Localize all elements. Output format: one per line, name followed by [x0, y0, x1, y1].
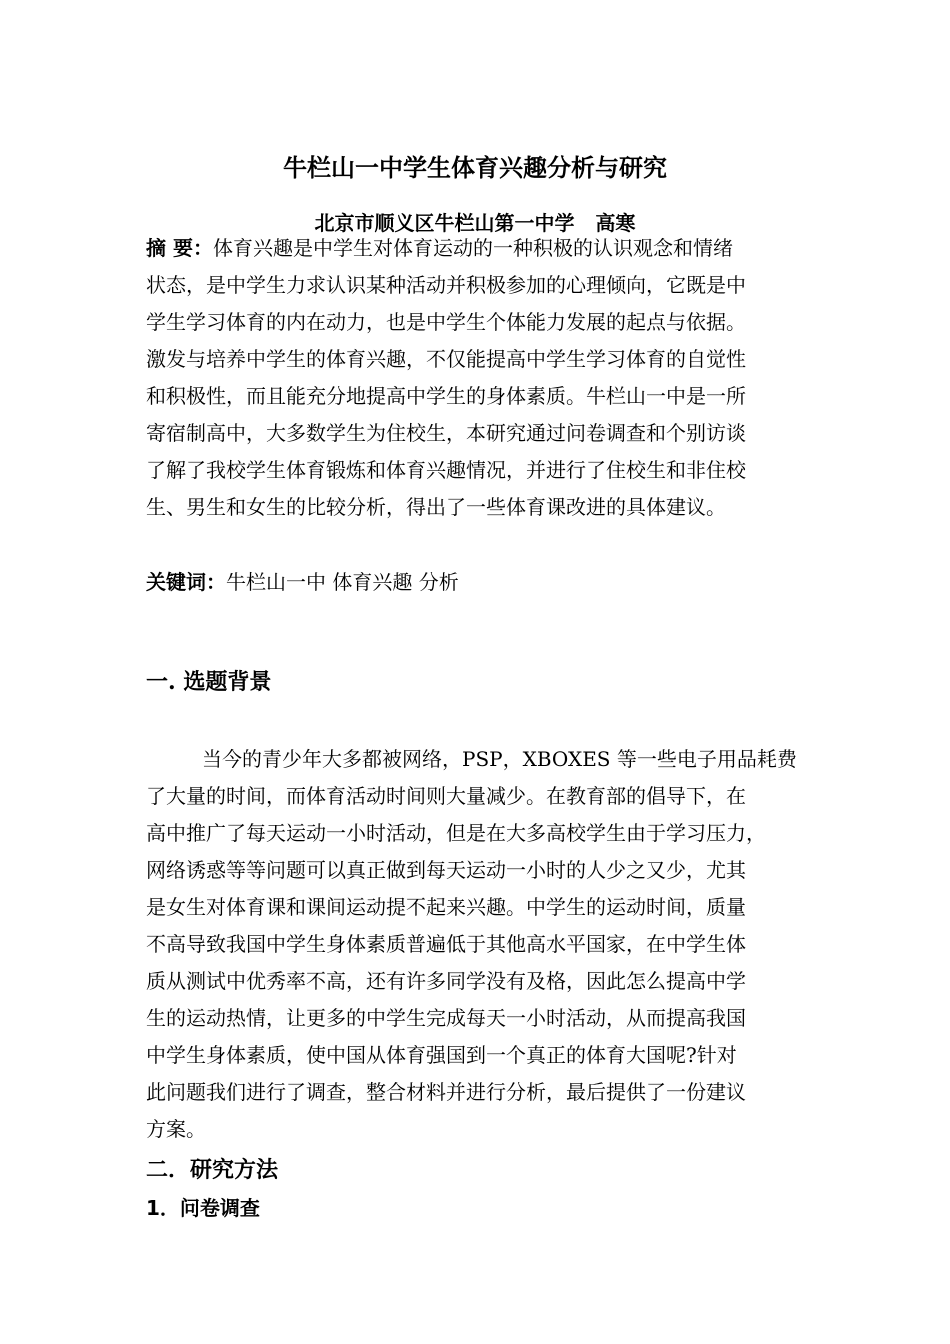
- abstract-label: 摘 要：: [146, 236, 213, 260]
- abstract-line: [146, 230, 818, 267]
- keywords-line: [146, 564, 818, 601]
- abstract-line: 激发与培养中学生的体育兴趣，不仅能提高中学生学习体育的自觉性: [146, 347, 746, 371]
- abstract-line: 学生学习体育的内在动力，也是中学生个体能力发展的起点与依据。: [146, 310, 746, 334]
- abstract-line: 生、男生和女生的比较分析，得出了一些体育课改进的具体建议。: [146, 495, 726, 519]
- section-heading-methods: 二．研究方法: [146, 1158, 279, 1183]
- abstract-line: 和积极性，而且能充分地提高中学生的身体素质。牛栏山一中是一所: [146, 384, 746, 408]
- background-line: 当今的青少年大多都被网络，PSP，XBOXES 等一些电子用品耗费: [202, 747, 797, 771]
- background-line: 不高导致我国中学生身体素质普遍低于其他高水平国家，在中学生体: [146, 932, 746, 956]
- background-line: 生的运动热情，让更多的中学生完成每天一小时活动，从而提高我国: [146, 1006, 746, 1030]
- abstract-line: 状态，是中学生力求认识某种活动并积极参加的心理倾向，它既是中: [146, 273, 746, 297]
- keywords-label: 关键词：: [146, 570, 226, 594]
- background-line: 质从测试中优秀率不高，还有许多同学没有及格，因此怎么提高中学: [146, 969, 746, 993]
- author-line: 北京市顺义区牛栏山第一中学 高寒: [314, 211, 636, 235]
- abstract-paragraph: [146, 230, 818, 526]
- background-line: 中学生身体素质，使中国从体育强国到一个真正的体育大国呢?针对: [146, 1043, 737, 1067]
- abstract-line: 了解了我校学生体育锻炼和体育兴趣情况，并进行了住校生和非住校: [146, 458, 746, 482]
- background-line: 方案。: [146, 1117, 206, 1141]
- background-line: 此问题我们进行了调查，整合材料并进行分析，最后提供了一份建议: [146, 1080, 746, 1104]
- document-title: 牛栏山一中学生体育兴趣分析与研究: [283, 154, 667, 182]
- subsection-heading-questionnaire: 1．问卷调查: [146, 1196, 260, 1220]
- abstract-text: 体育兴趣是中学生对体育运动的一种积极的认识观念和情绪: [212, 236, 733, 260]
- background-line: 是女生对体育课和课间运动提不起来兴趣。中学生的运动时间，质量: [146, 895, 746, 919]
- background-paragraph: [146, 741, 818, 1148]
- abstract-line: 寄宿制高中，大多数学生为住校生，本研究通过问卷调查和个别访谈: [146, 421, 746, 445]
- background-line: 网络诱惑等等问题可以真正做到每天运动一小时的人少之又少，尤其: [146, 858, 746, 882]
- background-line: 高中推广了每天运动一小时活动，但是在大多高校学生由于学习压力，: [146, 821, 766, 845]
- keywords-value: 牛栏山一中 体育兴趣 分析: [226, 570, 459, 594]
- section-heading-background: 一. 选题背景: [146, 669, 272, 695]
- background-line: 了大量的时间，而体育活动时间则大量减少。在教育部的倡导下，在: [146, 784, 746, 808]
